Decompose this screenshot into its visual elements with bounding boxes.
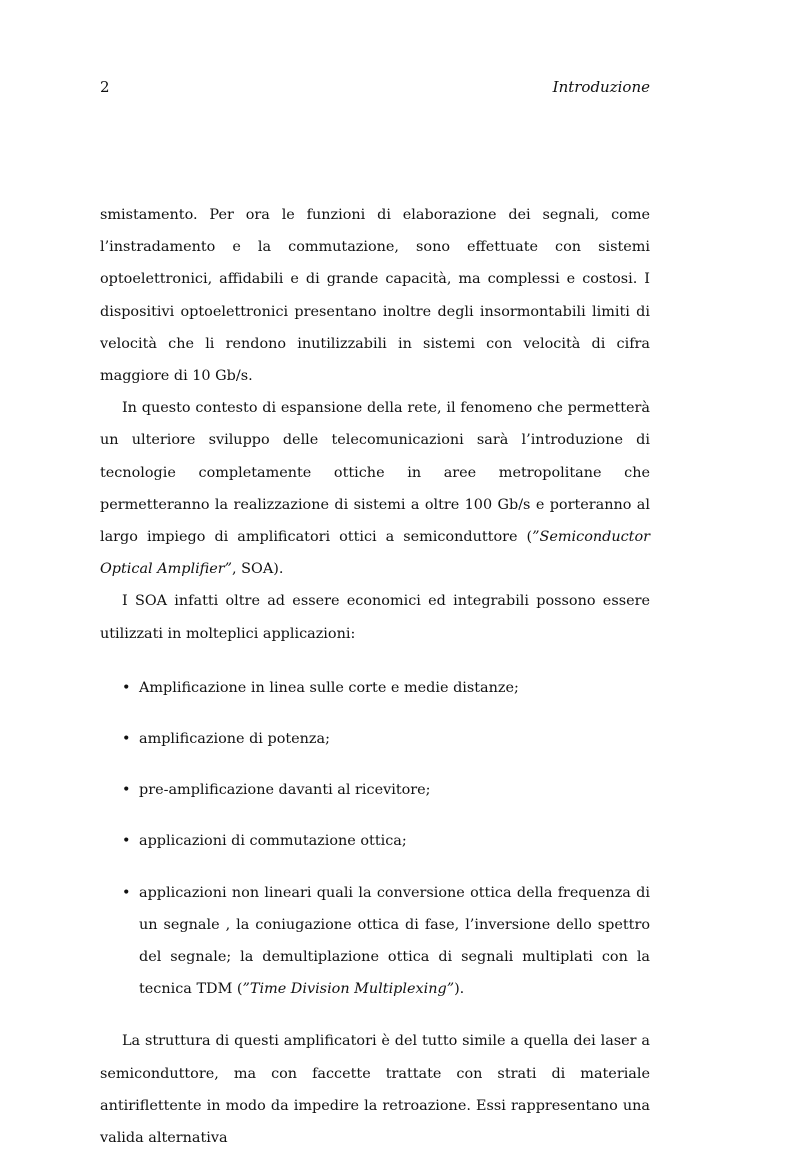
paragraph-continuation: smistamento. Per ora le funzioni di elaborazione dei segnali, come l’instradamento e la commutazione, sono effettuate con sistemi optoelettronici, affidabili e di grande capacità, ma complessi e costosi. I dispositivi optoelettronici presentano inoltre degli insormontabili limiti di velocità che li rendono inutilizzabili in sistemi con velocità di cifra maggiore di 10 Gb/s. xyxy=(100,207,650,385)
paragraph-context-italic: ”Semiconductor Optical Amplifier” xyxy=(100,529,650,578)
list-item-text: Amplificazione in linea sulle corte e medie distanze; xyxy=(139,679,519,696)
list-item-text: applicazioni di commutazione ottica; xyxy=(139,833,407,850)
paragraph-context xyxy=(100,392,650,585)
paragraph-context-text: In questo contesto di espansione della rete, il fenomeno che permetterà un ulteriore sviluppo delle telecomunicazioni sarà l’introduzione di tecnologie completamente ottiche in aree metropolitane che permetteranno la realizzazione di sistemi a oltre 100 Gb/s e porteranno al largo impiego di amplificatori ottici a semiconduttore ( xyxy=(100,400,650,546)
applications-list xyxy=(100,672,650,1006)
running-title: Introduzione xyxy=(552,78,650,96)
bullet-icon: • xyxy=(122,679,131,696)
list-item xyxy=(100,825,650,857)
body-text xyxy=(100,199,650,1154)
list-item-text: pre-amplificazione davanti al ricevitore; xyxy=(139,782,431,799)
bullet-icon: • xyxy=(122,731,131,748)
list-item-text-italic: ”Time Division Multiplexing” xyxy=(242,981,455,998)
paragraph-structure: La struttura di questi amplificatori è del tutto simile a quella dei laser a semiconduttore, ma con faccette trattate con strati di materiale antiriflettente in modo da impedire la retroazione. Essi rappresentano una valida alternativa xyxy=(100,1033,650,1147)
bullet-icon: • xyxy=(122,782,131,799)
page-number: 2 xyxy=(100,78,110,96)
list-item-text-part: applicazioni non lineari quali la conversione ottica della frequenza di un segnale , la coniugazione ottica di fase, l’inversione dello spettro del segnale; la demultiplazione ottica di segnali multiplati con la tecnica TDM ( xyxy=(139,884,650,998)
bullet-icon: • xyxy=(122,833,131,850)
list-item xyxy=(100,877,650,1006)
list-item xyxy=(100,723,650,755)
paragraph-applications-intro: I SOA infatti oltre ad essere economici ed integrabili possono essere utilizzati in molteplici applicazioni: xyxy=(100,593,650,642)
bullet-icon: • xyxy=(122,884,131,901)
list-item-text-tail: ). xyxy=(454,981,465,998)
list-item xyxy=(100,672,650,704)
list-item-text: amplificazione di potenza; xyxy=(139,731,330,748)
page-header xyxy=(100,78,650,102)
list-item xyxy=(100,774,650,806)
list-item-text xyxy=(139,885,650,998)
paragraph-context-tail: , SOA). xyxy=(232,561,284,578)
